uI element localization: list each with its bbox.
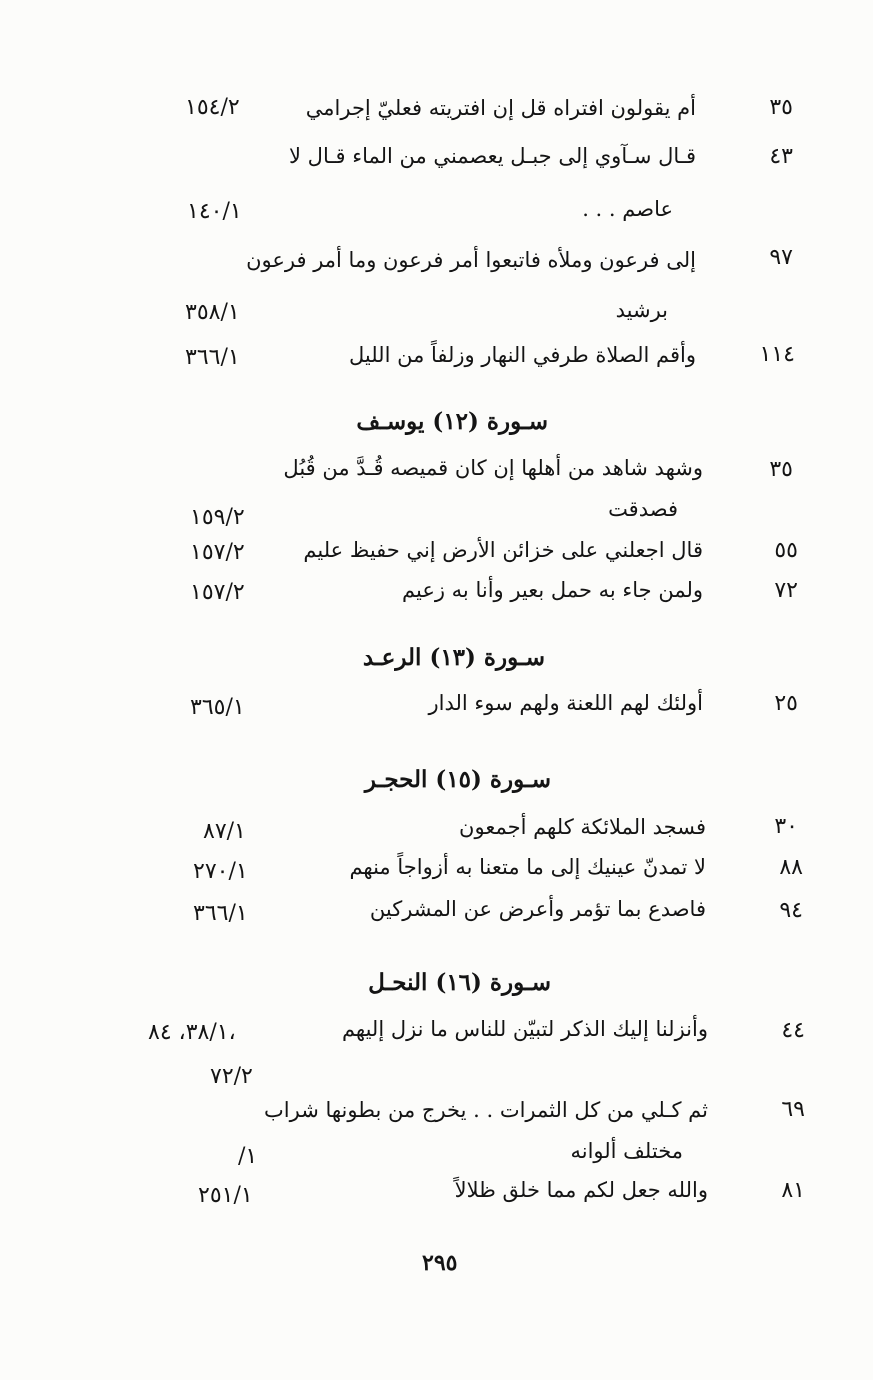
verse-text: ثم كـلي من كل الثمرات . . يخرج من بطونها شراب <box>264 1098 708 1122</box>
verse-number: ٧٢ <box>774 578 798 603</box>
verse-number: ٨٨ <box>779 855 803 880</box>
verse-number: ٩٤ <box>779 898 803 923</box>
page-reference: ٣٦٥/١ <box>190 695 245 720</box>
page-reference: ٣٦٦/١ <box>185 345 240 370</box>
verse-text: وأقم الصلاة طرفي النهار وزلفاً من الليل <box>348 343 696 367</box>
page-reference: ٣٦٦/١ <box>193 901 248 926</box>
verse-number: ٢٥ <box>774 691 798 716</box>
verse-number: ٦٩ <box>781 1097 805 1122</box>
verse-text: برشيد <box>615 298 668 322</box>
page-reference: ٣٨/١، ٨٤، <box>148 1020 236 1045</box>
page-reference: ١٥٩/٢ <box>190 505 245 530</box>
section-heading: سـورة (١٢) يوسـف <box>356 408 548 435</box>
verse-number: ٣٠ <box>774 814 798 839</box>
verse-number: ٨١ <box>781 1178 805 1203</box>
verse-text: أولئك لهم اللعنة ولهم سوء الدار <box>428 691 703 715</box>
verse-number: ٤٤ <box>781 1018 805 1043</box>
page-number: ٢٩٥ <box>422 1250 458 1276</box>
page-reference: ١٥٧/٢ <box>190 580 245 605</box>
verse-text: فصدقت <box>608 497 678 521</box>
page-reference: ٢٥١/١ <box>198 1183 253 1208</box>
page-reference: ١٥٧/٢ <box>190 540 245 565</box>
verse-text: مختلف ألوانه <box>570 1139 683 1163</box>
verse-number: ٤٣ <box>769 144 793 169</box>
page-reference: ٧٢/٢ <box>210 1064 253 1089</box>
verse-text: وشهد شاهد من أهلها إن كان قميصه قُـدَّ من قُبُل <box>283 456 703 480</box>
page-reference: /١ <box>238 1144 258 1169</box>
page-reference: ٣٥٨/١ <box>185 300 240 325</box>
verse-number: ٣٥ <box>769 457 793 482</box>
verse-text: عاصم . . . <box>582 197 673 221</box>
verse-text: لا تمدنّ عينيك إلى ما متعنا به أزواجاً منهم <box>349 855 706 879</box>
verse-text: والله جعل لكم مما خلق ظلالاً <box>454 1178 708 1202</box>
page-reference: ١٤٠/١ <box>187 199 242 224</box>
verse-text: وأنزلنا إليك الذكر لتبيّن للناس ما نزل إليهم <box>341 1017 708 1041</box>
page-reference: ١٥٤/٢ <box>185 95 240 120</box>
verse-number: ٥٥ <box>774 538 798 563</box>
section-heading: سـورة (١٦) النحـل <box>368 969 551 996</box>
verse-number: ٣٥ <box>769 95 793 120</box>
verse-text: قال اجعلني على خزائن الأرض إني حفيظ عليم <box>303 538 703 562</box>
verse-number: ٩٧ <box>769 245 793 270</box>
section-heading: سـورة (١٥) الحجـر <box>364 766 551 793</box>
verse-text: فسجد الملائكة كلهم أجمعون <box>459 815 706 839</box>
verse-text: فاصدع بما تؤمر وأعرض عن المشركين <box>369 897 706 921</box>
verse-text: إلى فرعون وملأه فاتبعوا أمر فرعون وما أمر فرعون <box>246 248 696 272</box>
verse-text: قـال سـآوي إلى جبـل يعصمني من الماء قـال لا <box>289 144 696 168</box>
page-reference: ٨٧/١ <box>203 819 246 844</box>
page-reference: ٢٧٠/١ <box>193 859 248 884</box>
section-heading: سـورة (١٣) الرعـد <box>362 644 545 671</box>
verse-number: ١١٤ <box>759 342 795 367</box>
verse-text: ولمن جاء به حمل بعير وأنا به زعيم <box>402 578 703 602</box>
verse-text: أم يقولون افتراه قل إن افتريته فعليّ إجرامي <box>305 96 696 120</box>
